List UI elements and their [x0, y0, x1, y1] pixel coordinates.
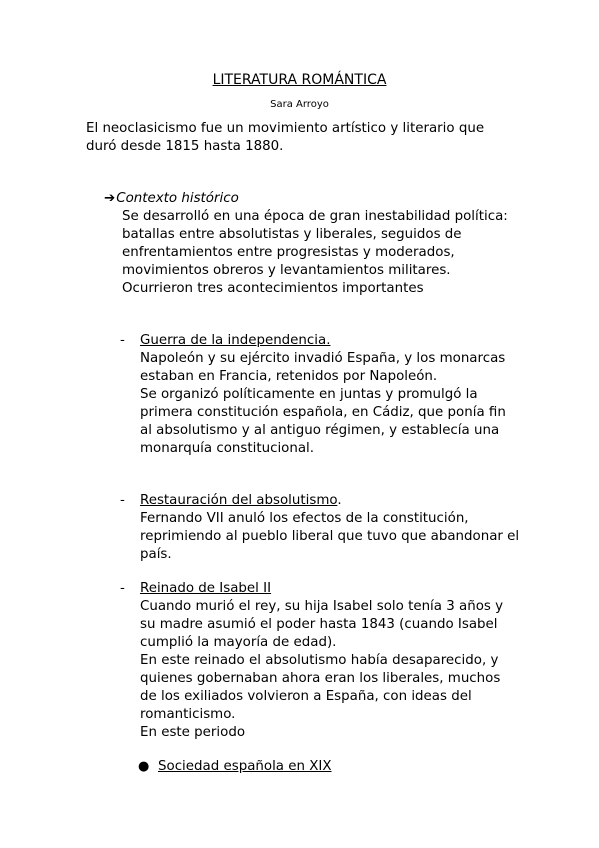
arrow-icon: ➔ — [104, 191, 116, 206]
context-paragraph: Se desarrolló en una época de gran inestabilidad política: batallas entre absolutistas y liberales, seguidos de enfrentamientos entre progresistas y moderados, movimientos obreros y levantamientos militares. — [122, 209, 508, 278]
dash-marker: - — [120, 493, 125, 508]
list-item-line: En este reinado el absolutismo había desaparecido, y quienes gobernaban ahora eran los liberales, muchos de los exiliados volvieron a España, con ideas del romanticismo. — [140, 653, 501, 722]
dash-marker: - — [120, 333, 125, 348]
bullet-label: Sociedad española en XIX — [158, 759, 332, 774]
list-item-line: Napoleón y su ejército invadió España, y los monarcas estaban en Francia, retenidos por Napoleón. — [140, 351, 506, 384]
document-title: LITERATURA ROMÁNTICA — [212, 72, 387, 88]
list-item-line: Se organizó políticamente en juntas y promulgó la primera constitución española, en Cádiz, que ponía fin al absolutismo y al antiguo régimen, y establecía una monarquía constitucional. — [140, 387, 506, 456]
author-name: Sara Arroyo — [270, 99, 329, 110]
intro-paragraph: El neoclasicismo fue un movimiento artístico y literario que duró desde 1815 hasta 1880. — [86, 121, 485, 154]
bullet-icon: ● — [138, 759, 150, 774]
context-text — [122, 208, 517, 298]
list-item-heading: Restauración del absolutismo — [140, 493, 338, 508]
list-item-line: Fernando VII anuló los efectos de la constitución, reprimiendo al pueblo liberal que tuvo que abandonar el país. — [140, 511, 520, 562]
dash-marker: - — [120, 581, 125, 596]
list-item-line: Cuando murió el rey, su hija Isabel solo tenía 3 años y su madre asumió el poder hasta 1843 (cuando Isabel cumplió la mayoría de edad). — [140, 599, 504, 650]
list-item-heading: Reinado de Isabel II — [140, 581, 272, 596]
heading-suffix: . — [337, 493, 342, 508]
context-paragraph-2: Ocurrieron tres acontecimientos importantes — [122, 281, 424, 296]
list-item-heading-row — [140, 492, 520, 510]
section-heading-label: Contexto histórico — [116, 191, 239, 206]
list-item-heading: Guerra de la independencia. — [140, 333, 331, 348]
list-item-content — [140, 492, 520, 564]
list-item-content — [140, 332, 520, 458]
list-item-line: En este periodo — [140, 725, 246, 740]
section-heading — [104, 190, 239, 208]
list-item-content — [140, 580, 520, 742]
